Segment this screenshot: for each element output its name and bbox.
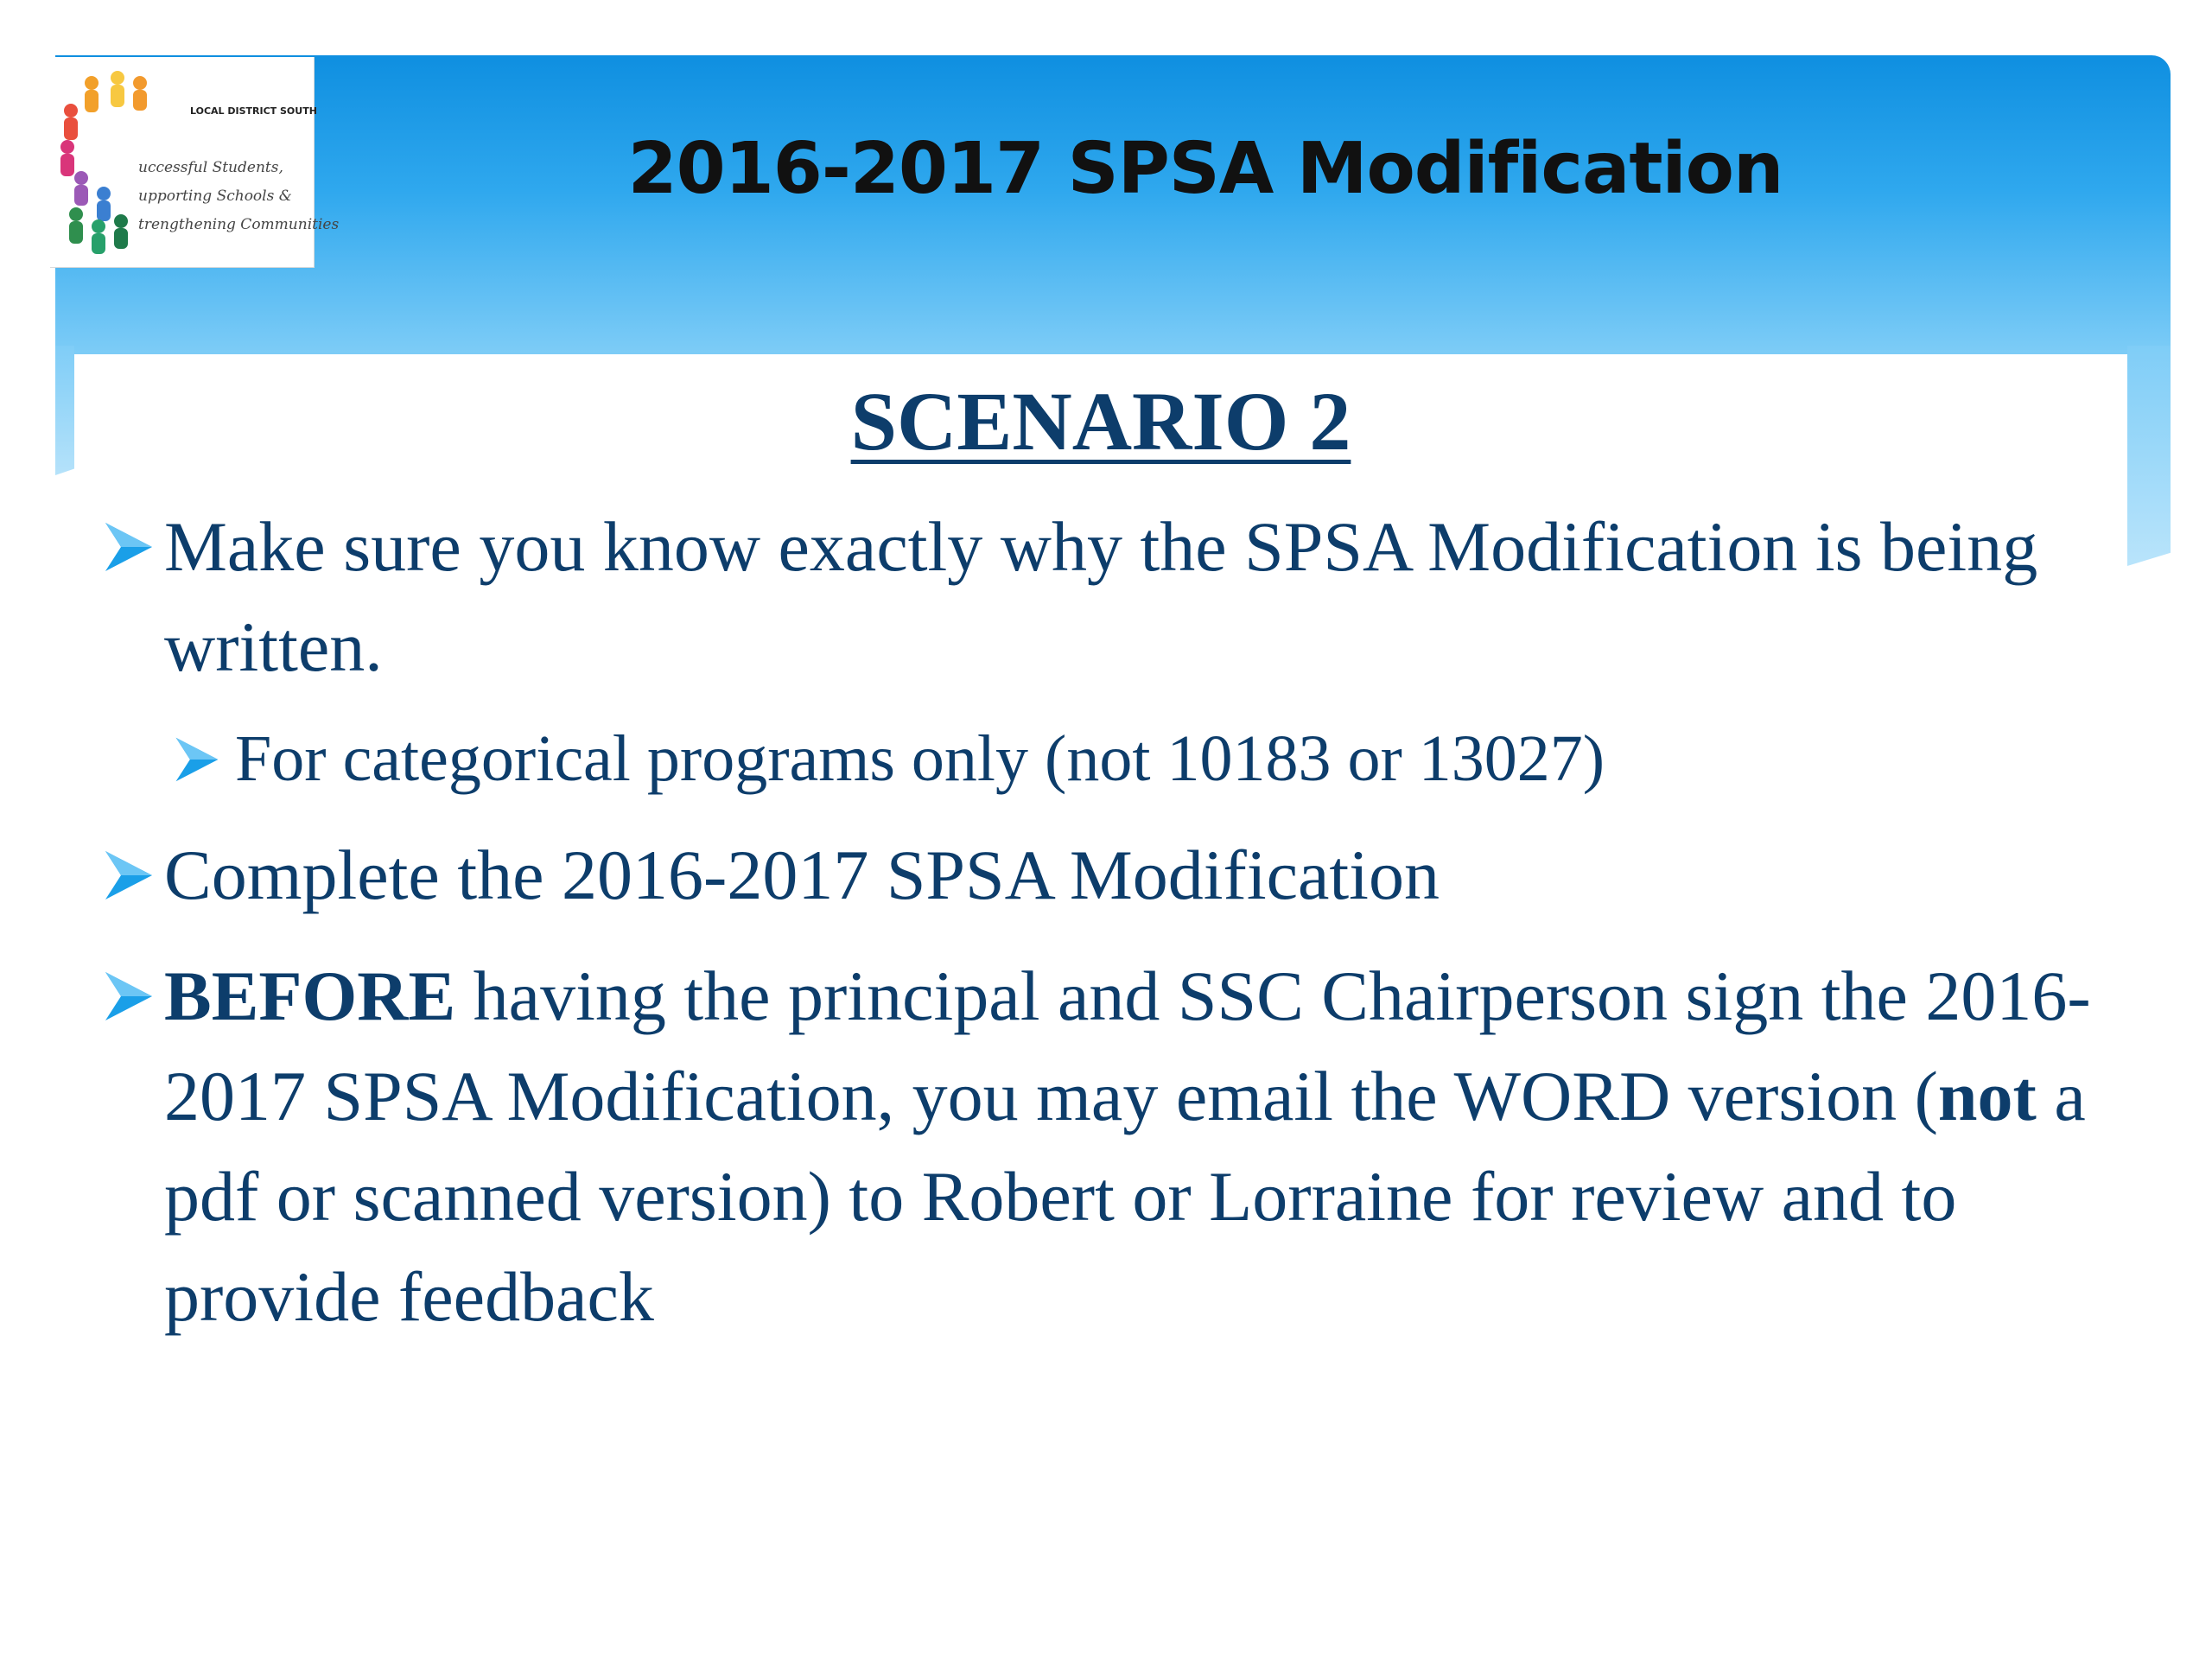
arrow-bullet-icon [102, 519, 156, 575]
slide-title: 2016-2017 SPSA Modification [627, 128, 1783, 210]
arrow-bullet-icon [173, 734, 221, 785]
bullet-text: For categorical programs only (not 10183 or 13027) [235, 722, 1605, 795]
logo-district-name: LOCAL DISTRICT SOUTH [190, 105, 317, 117]
bullet-text: Make sure you know exactly why the SPSA Modification is being written. [164, 507, 2038, 686]
bullet-item [102, 497, 2124, 697]
bullet-text-part: a pdf or scanned version) to Robert or Lorraine for review and to provide feedback [164, 1057, 2086, 1336]
logo-motto-line: upporting Schools & [138, 188, 292, 205]
emphasis-not: not [1937, 1057, 2037, 1135]
section-heading: SCENARIO 2 [850, 375, 1351, 467]
emphasis-before: BEFORE [164, 957, 456, 1035]
bullet-item [102, 825, 2124, 925]
bullet-text: Complete the 2016-2017 SPSA Modification [164, 836, 1440, 914]
bullet-item [102, 946, 2124, 1347]
bullet-text [102, 946, 2124, 1347]
logo-motto-line: trengthening Communities [138, 216, 340, 233]
arrow-bullet-icon [102, 848, 156, 903]
logo-motto-line: uccessful Students, [138, 159, 283, 176]
bullet-text-part: having the principal and SSC Chairperson sign the 2016-2017 SPSA Modification, you may email the WORD version ( [164, 957, 2091, 1135]
sub-bullet-item [173, 709, 2126, 809]
arrow-bullet-icon [102, 969, 156, 1024]
